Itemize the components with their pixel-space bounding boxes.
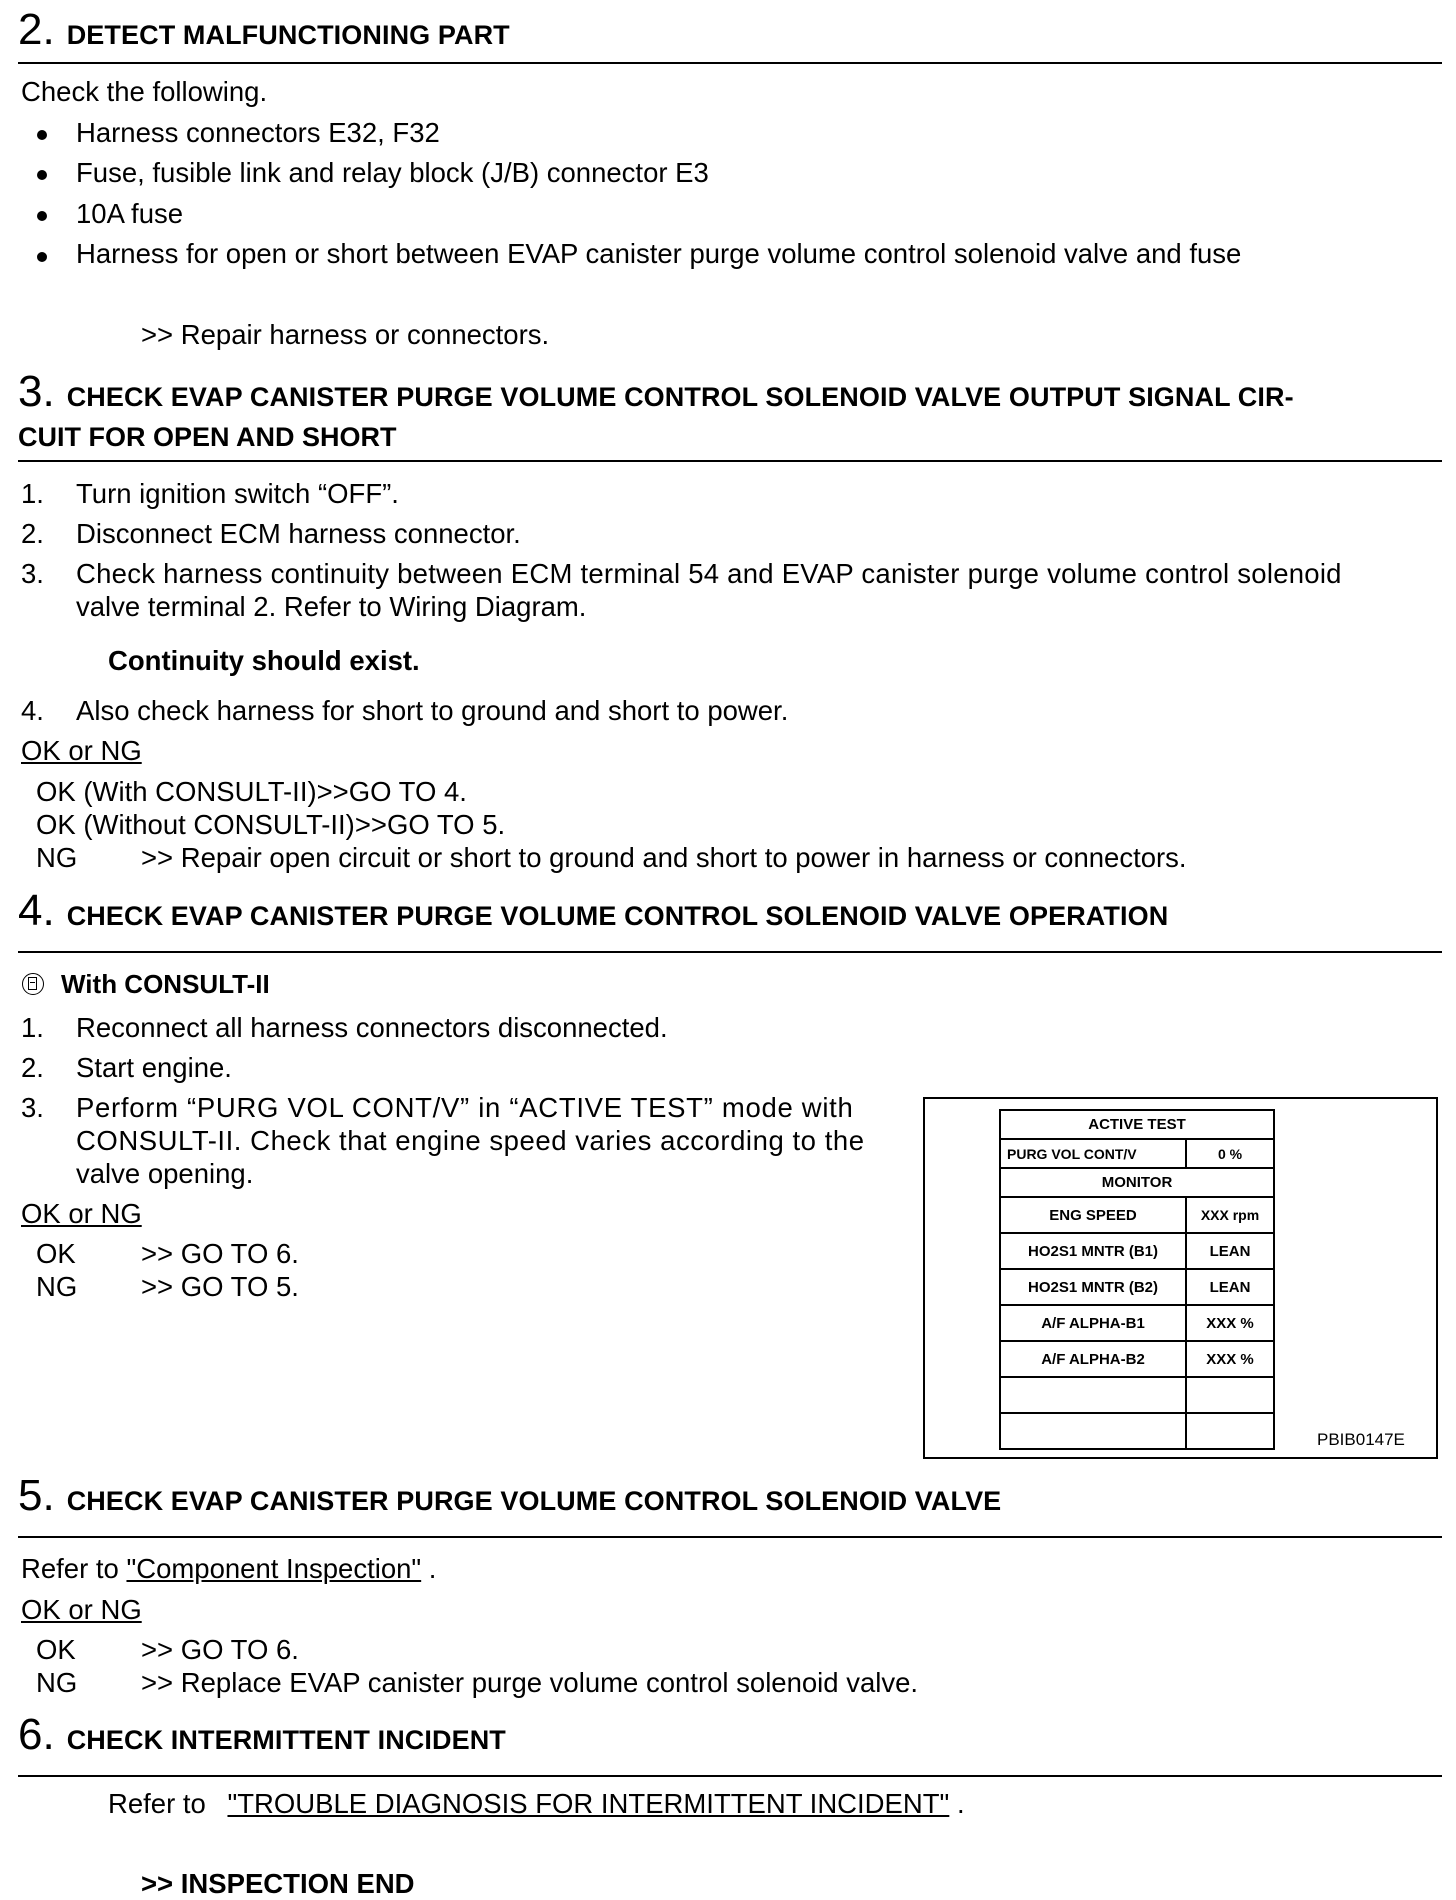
- monitor-header: MONITOR: [1000, 1168, 1274, 1197]
- active-test-table: [999, 1109, 1275, 1450]
- empty-cell: [1000, 1377, 1186, 1413]
- ok-or-ng-label: OK or NG: [21, 1594, 142, 1625]
- active-test-header: ACTIVE TEST: [1000, 1110, 1274, 1139]
- item-number: 4.: [21, 695, 44, 726]
- result-ok-key: OK: [36, 1238, 76, 1269]
- monitor-row-value: LEAN: [1186, 1269, 1274, 1305]
- result-ok-without-consult: OK (Without CONSULT-II)>>GO TO 5.: [36, 809, 506, 840]
- result-ok-text: >> GO TO 6.: [141, 1634, 299, 1665]
- item-number: 2.: [21, 1052, 44, 1083]
- step-2-intro: Check the following.: [21, 76, 268, 107]
- list-item: Also check harness for short to ground and short to power.: [76, 695, 789, 726]
- consult-icon: [22, 973, 44, 995]
- item-number: 1.: [21, 1012, 44, 1043]
- monitor-row-value: LEAN: [1186, 1233, 1274, 1269]
- step-number: 6.: [18, 1710, 55, 1759]
- step-title: DETECT MALFUNCTIONING PART: [66, 20, 510, 50]
- monitor-row-value: XXX %: [1186, 1305, 1274, 1341]
- result-ok-with-consult: OK (With CONSULT-II)>>GO TO 4.: [36, 776, 467, 807]
- monitor-row-value: XXX rpm: [1186, 1197, 1274, 1233]
- list-item-line: valve opening.: [76, 1158, 254, 1189]
- list-item: Start engine.: [76, 1052, 232, 1083]
- bullet-icon: [37, 211, 47, 221]
- consult-label: With CONSULT-II: [61, 969, 270, 999]
- empty-cell: [1186, 1413, 1274, 1449]
- list-item-continued: valve terminal 2. Refer to Wiring Diagram.: [76, 591, 587, 622]
- purg-vol-value: 0 %: [1186, 1139, 1274, 1168]
- refer-prefix: Refer to: [21, 1553, 127, 1584]
- result-ok-text: >> GO TO 6.: [141, 1238, 299, 1269]
- monitor-row-value: XXX %: [1186, 1341, 1274, 1377]
- item-number: 3.: [21, 1092, 44, 1123]
- list-item: Disconnect ECM harness connector.: [76, 518, 521, 549]
- empty-cell: [1000, 1413, 1186, 1449]
- step-title: CHECK EVAP CANISTER PURGE VOLUME CONTROL SOLENOID VALVE: [66, 1486, 1002, 1516]
- monitor-row-label: A/F ALPHA-B1: [1000, 1305, 1186, 1341]
- bullet-item: 10A fuse: [76, 198, 184, 229]
- step-title: CHECK INTERMITTENT INCIDENT: [66, 1725, 506, 1755]
- step-2-result: >> Repair harness or connectors.: [141, 319, 550, 350]
- bullet-item: Fuse, fusible link and relay block (J/B) connector E3: [76, 157, 709, 188]
- bullet-icon: [37, 130, 47, 140]
- result-ng-key: NG: [36, 1667, 78, 1698]
- result-ng-key: NG: [36, 842, 78, 873]
- purg-vol-label: PURG VOL CONT/V: [1000, 1139, 1186, 1168]
- result-ng-text: >> Replace EVAP canister purge volume control solenoid valve.: [141, 1667, 919, 1698]
- step-number: 5.: [18, 1471, 55, 1520]
- bullet-item: Harness connectors E32, F32: [76, 117, 440, 148]
- ok-or-ng-label: OK or NG: [21, 735, 142, 766]
- step-2-heading: [18, 5, 1442, 64]
- bullet-item: Harness for open or short between EVAP canister purge volume control solenoid valve and fuse: [76, 238, 1242, 269]
- intermittent-incident-link[interactable]: "TROUBLE DIAGNOSIS FOR INTERMITTENT INCIDENT": [227, 1788, 950, 1819]
- inspection-end: >> INSPECTION END: [141, 1868, 415, 1899]
- step-6-heading: [18, 1710, 1442, 1777]
- item-number: 2.: [21, 518, 44, 549]
- step-title-line1: CHECK EVAP CANISTER PURGE VOLUME CONTROL SOLENOID VALVE OUTPUT SIGNAL CIR-: [66, 382, 1294, 412]
- bullet-icon: [37, 252, 47, 262]
- result-ok-key: OK: [36, 1634, 76, 1665]
- step-6-refer: [108, 1788, 965, 1820]
- step-title-line2: CUIT FOR OPEN AND SHORT: [18, 422, 397, 452]
- empty-cell: [1186, 1377, 1274, 1413]
- step-title: CHECK EVAP CANISTER PURGE VOLUME CONTROL SOLENOID VALVE OPERATION: [66, 901, 1169, 931]
- result-ng-text: >> GO TO 5.: [141, 1271, 299, 1302]
- item-number: 1.: [21, 478, 44, 509]
- list-item: Turn ignition switch “OFF”.: [76, 478, 399, 509]
- list-item-line: Perform “PURG VOL CONT/V” in “ACTIVE TEST” mode with: [76, 1092, 854, 1123]
- step-4-heading: [18, 886, 1442, 953]
- result-ng-key: NG: [36, 1271, 78, 1302]
- step-number: 4.: [18, 886, 55, 935]
- step-number: 3.: [18, 367, 55, 416]
- list-item: Check harness continuity between ECM terminal 54 and EVAP canister purge volume control solenoid: [76, 558, 1342, 589]
- figure-code: PBIB0147E: [1317, 1430, 1405, 1449]
- refer-prefix: Refer to: [108, 1788, 206, 1819]
- list-item-line: CONSULT-II. Check that engine speed varies according to the: [76, 1125, 865, 1156]
- step-5-heading: [18, 1471, 1442, 1538]
- step-number: 2.: [18, 5, 55, 54]
- monitor-row-label: ENG SPEED: [1000, 1197, 1186, 1233]
- bullet-icon: [37, 170, 47, 180]
- step-3-heading: [18, 367, 1442, 462]
- refer-suffix: .: [956, 1788, 965, 1819]
- component-inspection-link[interactable]: "Component Inspection": [126, 1553, 422, 1584]
- item-number: 3.: [21, 558, 44, 589]
- ok-or-ng-label: OK or NG: [21, 1198, 142, 1229]
- step-5-refer: [21, 1553, 436, 1585]
- monitor-row-label: HO2S1 MNTR (B2): [1000, 1269, 1186, 1305]
- monitor-row-label: HO2S1 MNTR (B1): [1000, 1233, 1186, 1269]
- list-item: Reconnect all harness connectors disconnected.: [76, 1012, 668, 1043]
- continuity-note: Continuity should exist.: [108, 645, 420, 676]
- refer-suffix: .: [421, 1553, 437, 1584]
- result-ng-text: >> Repair open circuit or short to ground and short to power in harness or connectors.: [141, 842, 1187, 873]
- monitor-row-label: A/F ALPHA-B2: [1000, 1341, 1186, 1377]
